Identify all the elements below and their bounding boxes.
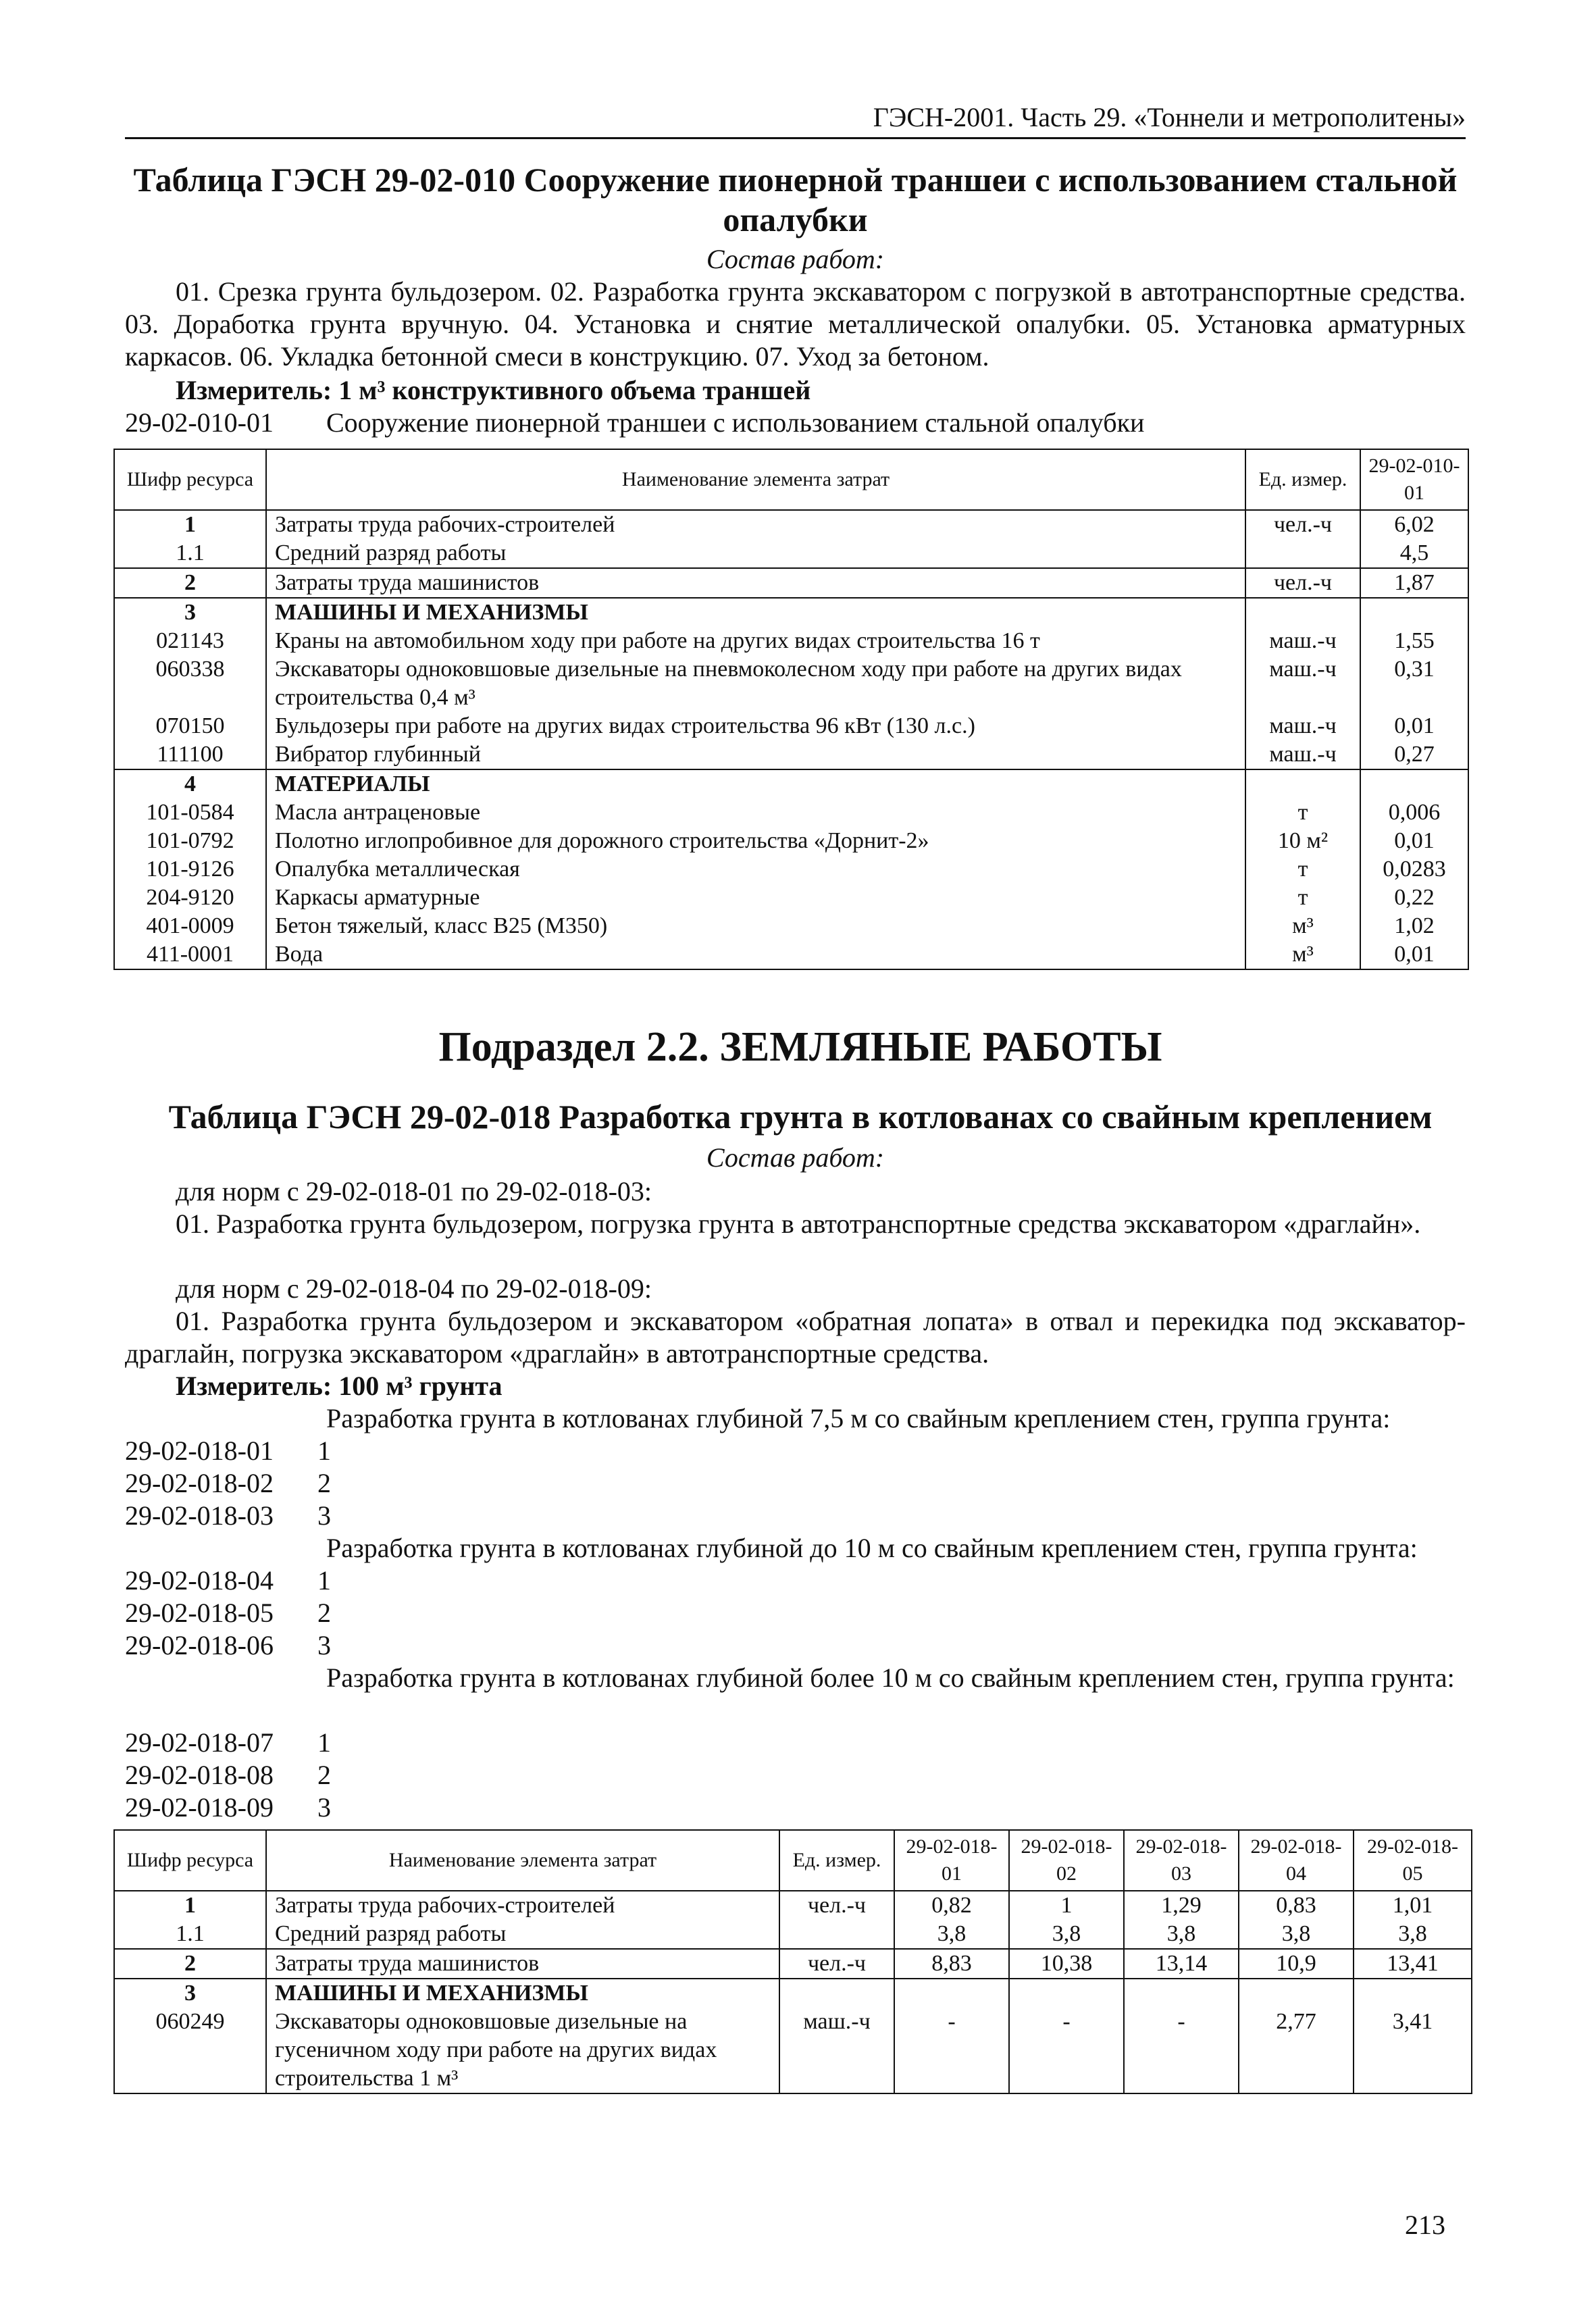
unit-cell: чел.-ч [779, 1891, 894, 1920]
table1-title-line1: Таблица ГЭСН 29-02-010 Сооружение пионерной траншеи с использованием стальной [133, 161, 1458, 199]
group1-list [125, 1435, 331, 1532]
cost-element-cell: Бульдозеры при работе на других видах строительства 96 кВт (130 л.с.) [266, 712, 1245, 740]
table1-header-cell: 29-02-010-01 [1360, 449, 1468, 510]
header-rule [125, 137, 1466, 139]
table2-header-cell: 29-02-018-01 [894, 1830, 1009, 1891]
unit-cell [1245, 598, 1360, 627]
table1-composition-text: 01. Срезка грунта бульдозером. 02. Разработка грунта экскаватором с погрузкой в автотранспортные средства. 03. Доработка грунта вручную. 04. Установка и снятие металлической опалубки. 05. Установка арматурных каркасов. 06. Укладка бетонной смеси в конструкцию. 07. Уход за бетоном. [125, 276, 1466, 372]
resource-code-cell: 021143 [114, 627, 266, 655]
cost-element-cell: Затраты труда рабочих-строителей [266, 510, 1245, 539]
norm-value-cell: 1,29 [1124, 1891, 1239, 1920]
norm-value-cell [1360, 598, 1468, 627]
soil-group-number: 3 [317, 1500, 331, 1531]
norm-value-cell: 0,27 [1360, 740, 1468, 769]
table1-norm-name: Сооружение пионерной траншеи с использованием стальной опалубки [326, 407, 1145, 438]
norm-value-cell: 13,41 [1354, 1949, 1472, 1979]
table-row [114, 655, 1468, 712]
group3-list [125, 1727, 331, 1824]
norm-code: 29-02-018-09 [125, 1792, 274, 1823]
unit-cell: чел.-ч [1245, 510, 1360, 539]
norm-value-cell: 3,41 [1354, 2008, 1472, 2093]
soil-group-number: 1 [317, 1435, 331, 1466]
table-row [114, 598, 1468, 627]
table-row [114, 940, 1468, 969]
table2-composition-label: Состав работ: [706, 1142, 885, 1173]
resource-code-cell: 1.1 [114, 539, 266, 568]
soil-group-number: 1 [317, 1565, 331, 1596]
cost-element-cell: Затраты труда машинистов [266, 568, 1245, 598]
unit-cell [779, 1920, 894, 1949]
soil-group-number: 2 [317, 1598, 331, 1628]
table-row [114, 539, 1468, 568]
norm-value-cell: - [894, 2008, 1009, 2093]
table-row [114, 798, 1468, 827]
cost-element-cell: Вода [266, 940, 1245, 969]
cost-element-cell: Каркасы арматурные [266, 884, 1245, 912]
section-title: Подраздел 2.2. ЗЕМЛЯНЫЕ РАБОТЫ [438, 1024, 1162, 1070]
norm-value-cell: - [1124, 2008, 1239, 2093]
resource-code-cell: 401-0009 [114, 912, 266, 940]
norm-value-cell [1239, 1979, 1354, 2008]
unit-cell: маш.-ч [1245, 712, 1360, 740]
norm-value-cell: 1,55 [1360, 627, 1468, 655]
norm-code: 29-02-018-07 [125, 1727, 274, 1758]
norm-value-cell: 0,006 [1360, 798, 1468, 827]
resource-code-cell: 411-0001 [114, 940, 266, 969]
resource-code-cell: 2 [114, 568, 266, 598]
cost-element-cell: Средний разряд работы [266, 539, 1245, 568]
norm-value-cell: 8,83 [894, 1949, 1009, 1979]
norm-value-cell: 3,8 [1009, 1920, 1124, 1949]
norm-value-cell: 1,02 [1360, 912, 1468, 940]
table2-measure: Измеритель: 100 м³ грунта [176, 1371, 503, 1401]
unit-cell: чел.-ч [1245, 568, 1360, 598]
norm-value-cell: 6,02 [1360, 510, 1468, 539]
table-row [114, 712, 1468, 740]
norm-value-cell [1360, 769, 1468, 798]
resource-code-cell: 070150 [114, 712, 266, 740]
norm-value-cell: 10,9 [1239, 1949, 1354, 1979]
table1-header-cell: Ед. измер. [1245, 449, 1360, 510]
cost-element-cell: Полотно иглопробивное для дорожного строительства «Дорнит-2» [266, 827, 1245, 855]
resource-code-cell: 3 [114, 598, 266, 627]
resource-code-cell: 111100 [114, 740, 266, 769]
table2-norms-b: для норм с 29-02-018-04 по 29-02-018-09: [176, 1273, 652, 1304]
table2-text-b: 01. Разработка грунта бульдозером и экскаватором «обратная лопата» в отвал и перекидка под экскаватор-драглайн, погрузка экскаватором «драглайн» в автотранспортные средства. [125, 1306, 1466, 1369]
resource-code-cell: 3 [114, 1979, 266, 2008]
cost-element-cell: Экскаваторы одноковшовые дизельные на гусеничном ходу при работе на других видах строительства 1 м³ [266, 2008, 779, 2093]
soil-group-number: 3 [317, 1792, 331, 1823]
table1-composition-label: Состав работ: [706, 244, 885, 274]
norm-value-cell: 13,14 [1124, 1949, 1239, 1979]
table-row [114, 740, 1468, 769]
norm-list-item [125, 1500, 331, 1532]
table-row [114, 1949, 1472, 1979]
unit-cell: маш.-ч [779, 2008, 894, 2093]
table1-title-line2: опалубки [723, 201, 868, 238]
norm-code: 29-02-018-03 [125, 1500, 274, 1531]
soil-group-number: 1 [317, 1727, 331, 1758]
norm-value-cell: 10,38 [1009, 1949, 1124, 1979]
table1-measure: Измеритель: 1 м³ конструктивного объема траншей [176, 375, 811, 405]
norm-value-cell: 4,5 [1360, 539, 1468, 568]
table2-header-cell: 29-02-018-03 [1124, 1830, 1239, 1891]
group2-list [125, 1565, 331, 1662]
cost-element-cell: МАТЕРИАЛЫ [266, 769, 1245, 798]
cost-element-cell: МАШИНЫ И МЕХАНИЗМЫ [266, 598, 1245, 627]
norm-list-item [125, 1791, 331, 1824]
resource-code-cell: 101-0584 [114, 798, 266, 827]
table-row [114, 912, 1468, 940]
unit-cell: м³ [1245, 940, 1360, 969]
table1-cost-table [113, 449, 1469, 970]
norm-list-item [125, 1629, 331, 1662]
resource-code-cell: 101-9126 [114, 855, 266, 884]
unit-cell: чел.-ч [779, 1949, 894, 1979]
norm-value-cell [894, 1979, 1009, 2008]
table2-cost-table [113, 1829, 1472, 2094]
table2-header-cell: 29-02-018-05 [1354, 1830, 1472, 1891]
cost-element-cell: Вибратор глубинный [266, 740, 1245, 769]
table-row [114, 884, 1468, 912]
group2-title: Разработка грунта в котлованах глубиной до 10 м со свайным креплением стен, группа грунта: [326, 1533, 1418, 1563]
norm-value-cell: 3,8 [1239, 1920, 1354, 1949]
soil-group-number: 2 [317, 1760, 331, 1790]
soil-group-number: 3 [317, 1630, 331, 1660]
table-row [114, 1891, 1472, 1920]
cost-element-cell: Экскаваторы одноковшовые дизельные на пневмоколесном ходу при работе на других видах строительства 0,4 м³ [266, 655, 1245, 712]
norm-code: 29-02-018-05 [125, 1598, 274, 1628]
cost-element-cell: Краны на автомобильном ходу при работе на других видах строительства 16 т [266, 627, 1245, 655]
norm-value-cell: 3,8 [894, 1920, 1009, 1949]
norm-value-cell: 0,31 [1360, 655, 1468, 712]
norm-list-item [125, 1435, 331, 1467]
norm-code: 29-02-018-02 [125, 1468, 274, 1498]
unit-cell: т [1245, 884, 1360, 912]
norm-code: 29-02-018-01 [125, 1435, 274, 1466]
resource-code-cell: 2 [114, 1949, 266, 1979]
norm-value-cell [1009, 1979, 1124, 2008]
norm-list-item [125, 1467, 331, 1500]
norm-value-cell: 0,01 [1360, 827, 1468, 855]
norm-value-cell: 0,01 [1360, 712, 1468, 740]
norm-list-item [125, 1759, 331, 1791]
table-row [114, 769, 1468, 798]
table2-header-cell: Шифр ресурса [114, 1830, 266, 1891]
norm-value-cell [1354, 1979, 1472, 2008]
norm-value-cell: 3,8 [1354, 1920, 1472, 1949]
table-row [114, 1920, 1472, 1949]
unit-cell: 10 м² [1245, 827, 1360, 855]
resource-code-cell: 1 [114, 510, 266, 539]
table2-norms-a: для норм с 29-02-018-01 по 29-02-018-03: [176, 1176, 652, 1206]
table2-header-cell: 29-02-018-02 [1009, 1830, 1124, 1891]
cost-element-cell: МАШИНЫ И МЕХАНИЗМЫ [266, 1979, 779, 2008]
norm-list-item [125, 1565, 331, 1597]
norm-value-cell: 2,77 [1239, 2008, 1354, 2093]
unit-cell: т [1245, 855, 1360, 884]
table2-header-cell: Наименование элемента затрат [266, 1830, 779, 1891]
table1-norm-code: 29-02-010-01 [125, 407, 274, 438]
unit-cell: маш.-ч [1245, 740, 1360, 769]
norm-value-cell: 1,01 [1354, 1891, 1472, 1920]
norm-value-cell: 0,01 [1360, 940, 1468, 969]
table-row [114, 568, 1468, 598]
table2-header-row [114, 1830, 1472, 1891]
cost-element-cell: Масла антраценовые [266, 798, 1245, 827]
table2-title: Таблица ГЭСН 29-02-018 Разработка грунта в котлованах со свайным креплением [168, 1098, 1433, 1136]
norm-list-item [125, 1727, 331, 1759]
table-row [114, 627, 1468, 655]
unit-cell [1245, 539, 1360, 568]
soil-group-number: 2 [317, 1468, 331, 1498]
norm-list-item [125, 1597, 331, 1629]
table-row [114, 855, 1468, 884]
norm-code: 29-02-018-08 [125, 1760, 274, 1790]
norm-value-cell: - [1009, 2008, 1124, 2093]
unit-cell: маш.-ч [1245, 627, 1360, 655]
cost-element-cell: Средний разряд работы [266, 1920, 779, 1949]
group1-title: Разработка грунта в котлованах глубиной 7,5 м со свайным креплением стен, группа грунта: [326, 1403, 1391, 1433]
unit-cell [1245, 769, 1360, 798]
resource-code-cell: 101-0792 [114, 827, 266, 855]
resource-code-cell: 060249 [114, 2008, 266, 2093]
table1-header-cell: Наименование элемента затрат [266, 449, 1245, 510]
cost-element-cell: Опалубка металлическая [266, 855, 1245, 884]
norm-value-cell: 0,0283 [1360, 855, 1468, 884]
table2-header-cell: Ед. измер. [779, 1830, 894, 1891]
norm-value-cell: 1 [1009, 1891, 1124, 1920]
table-row [114, 2008, 1472, 2093]
group3-title: Разработка грунта в котлованах глубиной более 10 м со свайным креплением стен, группа грунта: [326, 1662, 1455, 1693]
resource-code-cell: 060338 [114, 655, 266, 712]
norm-value-cell: 1,87 [1360, 568, 1468, 598]
resource-code-cell: 4 [114, 769, 266, 798]
table1-header-row [114, 449, 1468, 510]
cost-element-cell: Затраты труда рабочих-строителей [266, 1891, 779, 1920]
norm-value-cell: 0,22 [1360, 884, 1468, 912]
page-number: 213 [1405, 2210, 1445, 2240]
cost-element-cell: Затраты труда машинистов [266, 1949, 779, 1979]
table2-header-cell: 29-02-018-04 [1239, 1830, 1354, 1891]
norm-value-cell [1124, 1979, 1239, 2008]
norm-code: 29-02-018-06 [125, 1630, 274, 1660]
table2-text-a: 01. Разработка грунта бульдозером, погрузка грунта в автотранспортные средства экскаватором «драглайн». [176, 1209, 1421, 1239]
norm-value-cell: 0,82 [894, 1891, 1009, 1920]
unit-cell: м³ [1245, 912, 1360, 940]
table-row [114, 827, 1468, 855]
norm-code: 29-02-018-04 [125, 1565, 274, 1596]
norm-value-cell: 3,8 [1124, 1920, 1239, 1949]
table1-header-cell: Шифр ресурса [114, 449, 266, 510]
running-header: ГЭСН-2001. Часть 29. «Тоннели и метрополитены» [873, 102, 1466, 132]
resource-code-cell: 204-9120 [114, 884, 266, 912]
unit-cell [779, 1979, 894, 2008]
resource-code-cell: 1 [114, 1891, 266, 1920]
unit-cell: т [1245, 798, 1360, 827]
cost-element-cell: Бетон тяжелый, класс В25 (М350) [266, 912, 1245, 940]
resource-code-cell: 1.1 [114, 1920, 266, 1949]
table-row [114, 1979, 1472, 2008]
norm-value-cell: 0,83 [1239, 1891, 1354, 1920]
table-row [114, 510, 1468, 539]
unit-cell: маш.-ч [1245, 655, 1360, 712]
